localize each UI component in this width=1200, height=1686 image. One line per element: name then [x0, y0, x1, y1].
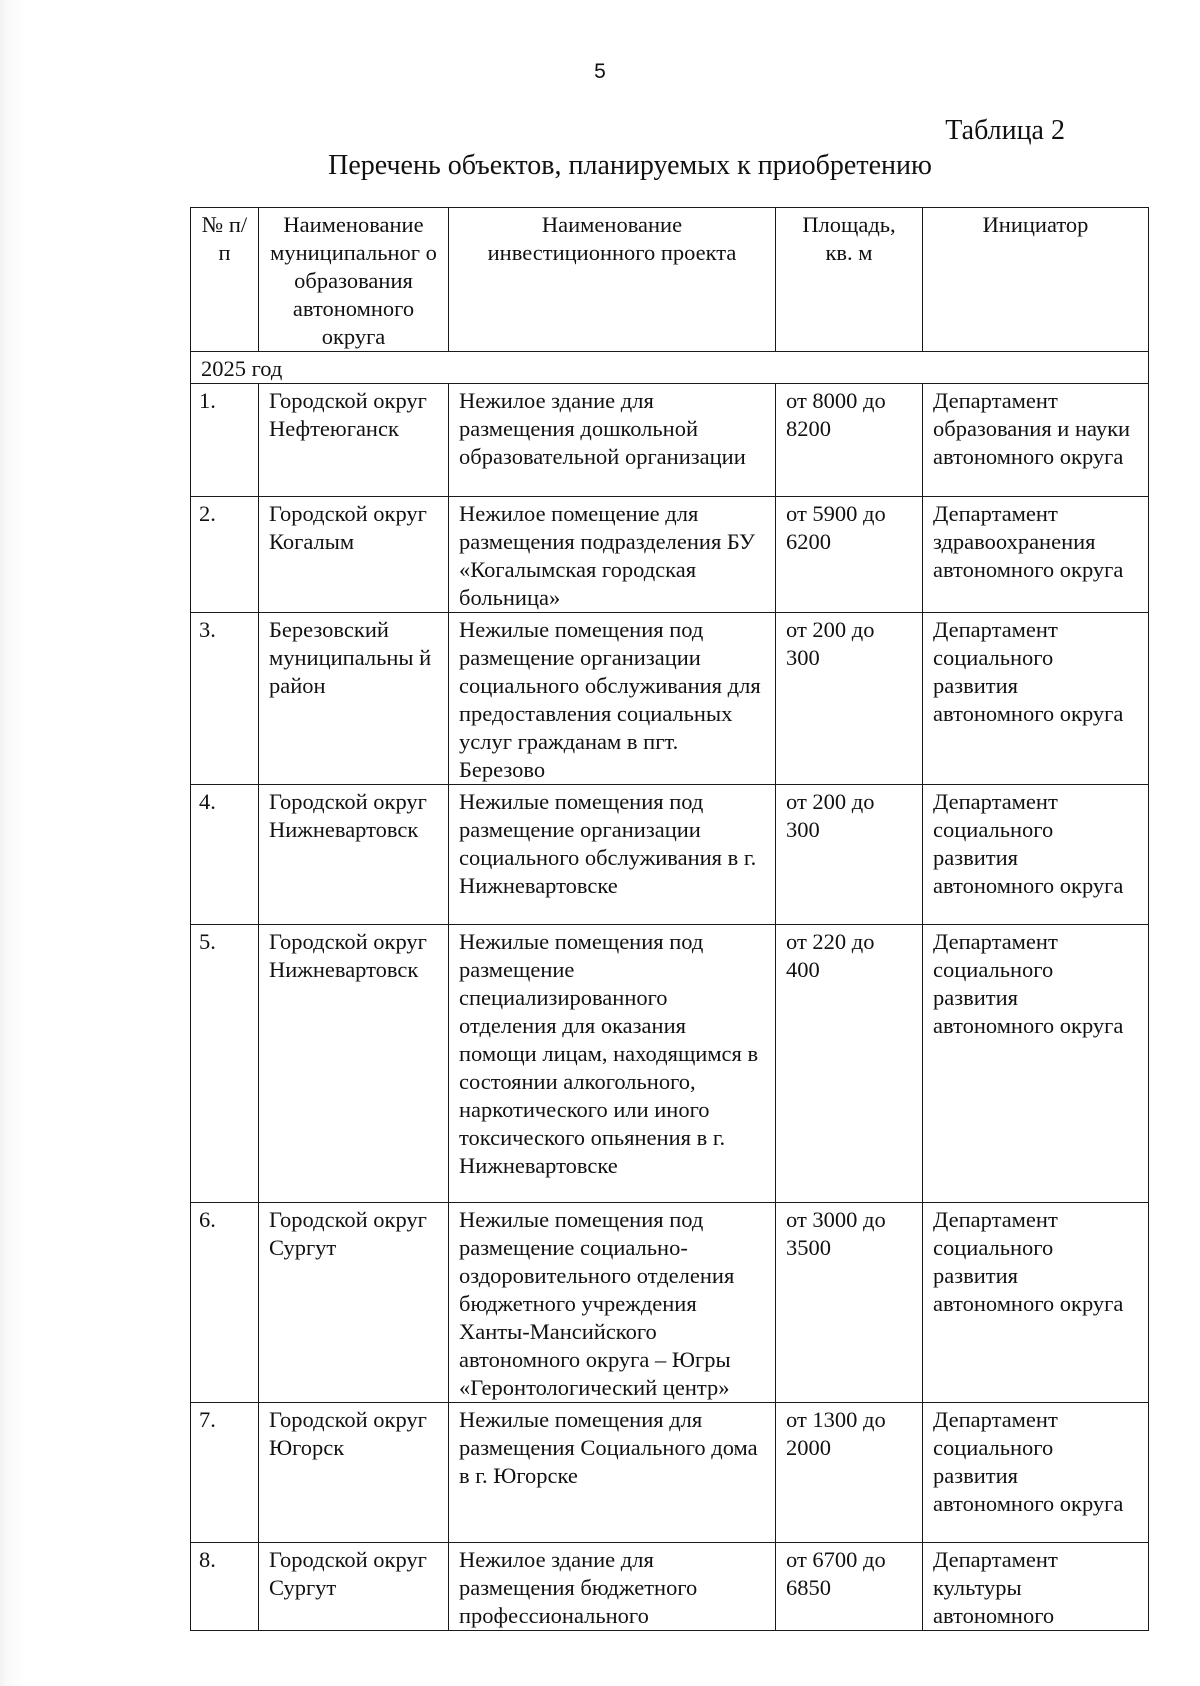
- row-number: 8.: [191, 1543, 259, 1631]
- year-row: [191, 352, 1149, 384]
- header-initiator: Инициатор: [923, 208, 1149, 352]
- row-project: Нежилые помещения под размещение организации социального обслуживания для предоставления социальных услуг гражданам в пгт. Березово: [449, 613, 776, 785]
- row-initiator: Департамент социального развития автономного округа: [923, 925, 1149, 1203]
- row-project: Нежилое помещение для размещения подразделения БУ «Когалымская городская больница»: [449, 497, 776, 613]
- header-municipality: Наименование муниципальног о образования автономного округа: [259, 208, 449, 352]
- header-project: Наименование инвестиционного проекта: [449, 208, 776, 352]
- table-row: [191, 384, 1149, 497]
- row-municipality: Городской округ Нефтеюганск: [259, 384, 449, 497]
- table-row: [191, 497, 1149, 613]
- row-project: Нежилые помещения для размещения Социального дома в г. Югорске: [449, 1403, 776, 1543]
- year-label: 2025 год: [191, 352, 1149, 384]
- header-area: Площадь, кв. м: [776, 208, 923, 352]
- table-row: [191, 1403, 1149, 1543]
- row-area: от 5900 до 6200: [776, 497, 923, 613]
- row-municipality: Городской округ Сургут: [259, 1203, 449, 1403]
- row-area: от 1300 до 2000: [776, 1403, 923, 1543]
- row-number: 1.: [191, 384, 259, 497]
- header-number: № п/п: [191, 208, 259, 352]
- row-municipality: Городской округ Югорск: [259, 1403, 449, 1543]
- row-municipality: Городской округ Когалым: [259, 497, 449, 613]
- row-area: от 6700 до 6850: [776, 1543, 923, 1631]
- row-area: от 220 до 400: [776, 925, 923, 1203]
- row-initiator: Департамент социального развития автономного округа: [923, 1403, 1149, 1543]
- objects-table: [190, 207, 1149, 1631]
- table-row: [191, 1203, 1149, 1403]
- row-municipality: Городской округ Нижневартовск: [259, 785, 449, 925]
- row-municipality: Березовский муниципальны й район: [259, 613, 449, 785]
- row-area: от 200 до 300: [776, 613, 923, 785]
- row-municipality: Городской округ Нижневартовск: [259, 925, 449, 1203]
- row-project: Нежилое здание для размещения бюджетного профессионального: [449, 1543, 776, 1631]
- table-row: [191, 785, 1149, 925]
- row-initiator: Департамент социального развития автономного округа: [923, 613, 1149, 785]
- row-project: Нежилые помещения под размещение организации социального обслуживания в г. Нижневартовске: [449, 785, 776, 925]
- row-number: 4.: [191, 785, 259, 925]
- row-initiator: Департамент образования и науки автономного округа: [923, 384, 1149, 497]
- row-project: Нежилое здание для размещения дошкольной образовательной организации: [449, 384, 776, 497]
- row-initiator: Департамент культуры автономного: [923, 1543, 1149, 1631]
- row-initiator: Департамент здравоохранения автономного округа: [923, 497, 1149, 613]
- document-title: Перечень объектов, планируемых к приобретению: [328, 150, 932, 181]
- row-area: от 8000 до 8200: [776, 384, 923, 497]
- row-number: 6.: [191, 1203, 259, 1403]
- row-number: 7.: [191, 1403, 259, 1543]
- scan-edge: [0, 0, 26, 1686]
- header-row: [191, 208, 1149, 352]
- page-number: 5: [594, 60, 606, 83]
- row-project: Нежилые помещения под размещение специализированного отделения для оказания помощи лицам, находящимся в состоянии алкогольного, наркотического или иного токсического опьянения в г. Нижневартовске: [449, 925, 776, 1203]
- row-area: от 200 до 300: [776, 785, 923, 925]
- row-initiator: Департамент социального развития автономного округа: [923, 785, 1149, 925]
- row-area: от 3000 до 3500: [776, 1203, 923, 1403]
- row-number: 5.: [191, 925, 259, 1203]
- row-number: 2.: [191, 497, 259, 613]
- table-row: [191, 613, 1149, 785]
- table-row: [191, 1543, 1149, 1631]
- row-number: 3.: [191, 613, 259, 785]
- table-label: Таблица 2: [945, 115, 1065, 146]
- row-municipality: Городской округ Сургут: [259, 1543, 449, 1631]
- row-project: Нежилые помещения под размещение социально-оздоровительного отделения бюджетного учреждения Ханты-Мансийского автономного округа – Югры «Геронтологический центр»: [449, 1203, 776, 1403]
- row-initiator: Департамент социального развития автономного округа: [923, 1203, 1149, 1403]
- table-row: [191, 925, 1149, 1203]
